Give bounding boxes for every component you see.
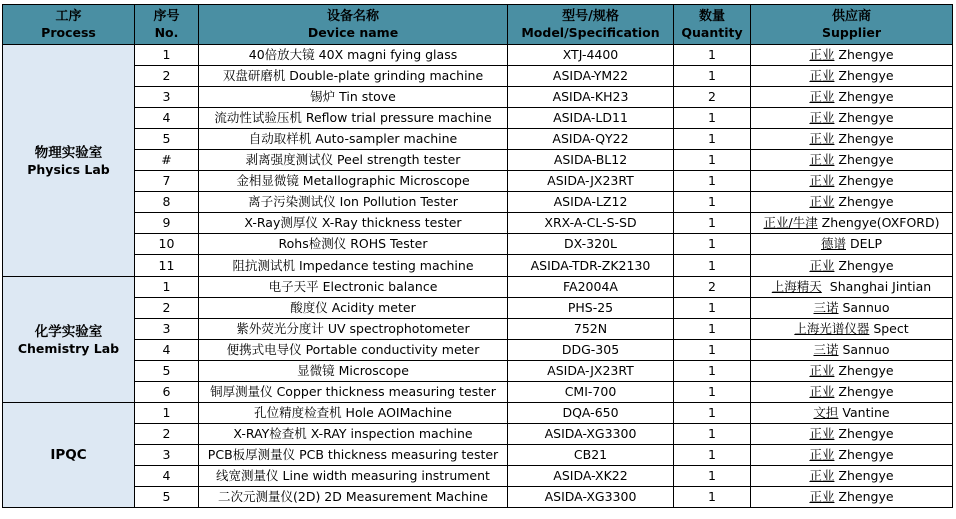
supplier-cell xyxy=(751,45,953,66)
no-cell: 3 xyxy=(135,319,199,340)
device-name-cell: 便携式电导仪 Portable conductivity meter xyxy=(199,340,508,361)
supplier-cell xyxy=(751,129,953,150)
supplier-zh: 正业 xyxy=(809,384,835,399)
supplier-en: Zhengye xyxy=(834,173,894,188)
model-cell: PHS-25 xyxy=(508,298,674,319)
supplier-cell xyxy=(751,382,953,403)
no-cell: 3 xyxy=(135,87,199,108)
no-cell: 9 xyxy=(135,213,199,234)
model-cell: XTJ-4400 xyxy=(508,45,674,66)
supplier-zh: 上海精天 xyxy=(771,279,822,294)
table-row xyxy=(3,466,953,487)
table-row xyxy=(3,129,953,150)
supplier-en: Zhengye xyxy=(834,152,894,167)
device-name-cell: PCB板厚测量仪 PCB thickness measuring tester xyxy=(199,445,508,466)
device-name-cell: X-RAY检查机 X-RAY inspection machine xyxy=(199,424,508,445)
supplier-en: Zhengye xyxy=(834,384,894,399)
model-cell: FA2004A xyxy=(508,277,674,298)
supplier-en: Shanghai Jintian xyxy=(821,279,932,294)
model-cell: DDG-305 xyxy=(508,340,674,361)
no-cell: 6 xyxy=(135,382,199,403)
table-row xyxy=(3,234,953,255)
device-name-cell: 双盘研磨机 Double-plate grinding machine xyxy=(199,66,508,87)
supplier-cell xyxy=(751,340,953,361)
supplier-en: Zhengye xyxy=(834,110,894,125)
quantity-cell: 2 xyxy=(674,87,751,108)
device-name-cell: 锡炉 Tin stove xyxy=(199,87,508,108)
header-quantity: 数量 Quantity xyxy=(674,5,751,45)
table-row xyxy=(3,171,953,192)
supplier-cell xyxy=(751,192,953,213)
quantity-cell: 1 xyxy=(674,234,751,255)
model-cell: ASIDA-LD11 xyxy=(508,108,674,129)
process-zh: 化学实验室 xyxy=(34,324,103,340)
supplier-en: DELP xyxy=(846,236,882,251)
supplier-zh: 文担 xyxy=(813,405,839,420)
table-row xyxy=(3,45,953,66)
equipment-table xyxy=(2,4,953,508)
model-cell: ASIDA-BL12 xyxy=(508,150,674,171)
quantity-cell: 1 xyxy=(674,171,751,192)
model-cell: ASIDA-QY22 xyxy=(508,129,674,150)
model-cell: ASIDA-JX23RT xyxy=(508,361,674,382)
model-cell: ASIDA-XG3300 xyxy=(508,487,674,508)
no-cell: 2 xyxy=(135,424,199,445)
table-row xyxy=(3,150,953,171)
supplier-zh: 正业 xyxy=(809,89,835,104)
no-cell: 10 xyxy=(135,234,199,255)
supplier-en: Zhengye xyxy=(834,257,894,273)
supplier-zh: 正业 xyxy=(809,447,835,462)
device-name-cell: 阻抗测试机 Impedance testing machine xyxy=(199,255,508,277)
no-cell: 5 xyxy=(135,129,199,150)
supplier-en: Zhengye xyxy=(834,47,894,62)
supplier-zh: 正业 xyxy=(809,68,835,83)
quantity-cell: 2 xyxy=(674,277,751,298)
supplier-en: Spect xyxy=(869,321,909,336)
supplier-en: Zhengye xyxy=(834,68,894,83)
quantity-cell: 1 xyxy=(674,382,751,403)
supplier-en: Zhengye(OXFORD) xyxy=(817,215,940,230)
supplier-cell xyxy=(751,424,953,445)
table-row xyxy=(3,298,953,319)
supplier-zh: 正业 xyxy=(809,131,835,146)
table-row xyxy=(3,403,953,424)
supplier-zh: 三诺 xyxy=(813,342,839,357)
model-cell: 752N xyxy=(508,319,674,340)
no-cell: 2 xyxy=(135,66,199,87)
supplier-cell xyxy=(751,234,953,255)
supplier-cell xyxy=(751,277,953,298)
supplier-zh: 正业 xyxy=(809,47,835,62)
supplier-en: Zhengye xyxy=(834,468,894,483)
model-cell: ASIDA-YM22 xyxy=(508,66,674,87)
supplier-cell xyxy=(751,66,953,87)
table-row xyxy=(3,424,953,445)
no-cell: 3 xyxy=(135,445,199,466)
quantity-cell: 1 xyxy=(674,192,751,213)
process-zh: 物理实验室 xyxy=(34,145,103,161)
table-row xyxy=(3,87,953,108)
no-cell: 4 xyxy=(135,108,199,129)
supplier-cell xyxy=(751,171,953,192)
supplier-zh: 正业 xyxy=(809,110,835,125)
model-cell: ASIDA-KH23 xyxy=(508,87,674,108)
device-name-cell: 流动性试验压机 Reflow trial pressure machine xyxy=(199,108,508,129)
table-row xyxy=(3,445,953,466)
no-cell: # xyxy=(135,150,199,171)
supplier-en: Zhengye xyxy=(834,489,894,504)
supplier-zh: 正业/牛津 xyxy=(763,215,818,230)
model-cell: XRX-A-CL-S-SD xyxy=(508,213,674,234)
supplier-en: Vantine xyxy=(838,405,890,420)
supplier-zh: 正业 xyxy=(809,426,835,441)
model-cell: DX-320L xyxy=(508,234,674,255)
table-row xyxy=(3,66,953,87)
table-row xyxy=(3,340,953,361)
quantity-cell: 1 xyxy=(674,45,751,66)
supplier-en: Zhengye xyxy=(834,363,894,378)
supplier-cell xyxy=(751,213,953,234)
model-cell: CB21 xyxy=(508,445,674,466)
supplier-cell xyxy=(751,361,953,382)
table-body xyxy=(3,45,953,508)
model-cell: CMI-700 xyxy=(508,382,674,403)
table-row xyxy=(3,255,953,277)
no-cell: 4 xyxy=(135,466,199,487)
model-cell: ASIDA-JX23RT xyxy=(508,171,674,192)
device-name-cell: 铜厚测量仪 Copper thickness measuring tester xyxy=(199,382,508,403)
device-name-cell: 剥离强度测试仪 Peel strength tester xyxy=(199,150,508,171)
supplier-en: Zhengye xyxy=(834,89,894,104)
supplier-zh: 正业 xyxy=(809,468,835,483)
quantity-cell: 1 xyxy=(674,445,751,466)
no-cell: 11 xyxy=(135,255,199,277)
no-cell: 4 xyxy=(135,340,199,361)
supplier-en: Zhengye xyxy=(834,194,894,209)
process-en: Physics Lab xyxy=(27,162,110,177)
supplier-en: Zhengye xyxy=(834,447,894,462)
no-cell: 7 xyxy=(135,171,199,192)
device-name-cell: 紫外荧光分度计 UV spectrophotometer xyxy=(199,319,508,340)
quantity-cell: 1 xyxy=(674,66,751,87)
supplier-en: Sannuo xyxy=(838,342,890,357)
quantity-cell: 1 xyxy=(674,466,751,487)
device-name-cell: X-Ray测厚仪 X-Ray thickness tester xyxy=(199,213,508,234)
table-row xyxy=(3,213,953,234)
table-row xyxy=(3,192,953,213)
supplier-zh: 正业 xyxy=(809,173,835,188)
no-cell: 8 xyxy=(135,192,199,213)
supplier-cell xyxy=(751,87,953,108)
device-name-cell: 金相显微镜 Metallographic Microscope xyxy=(199,171,508,192)
supplier-cell xyxy=(751,403,953,424)
header-no: 序号 No. xyxy=(135,5,199,45)
quantity-cell: 1 xyxy=(674,150,751,171)
model-cell: ASIDA-TDR-ZK2130 xyxy=(508,255,674,277)
no-cell: 5 xyxy=(135,361,199,382)
model-cell: ASIDA-XK22 xyxy=(508,466,674,487)
header-supplier: 供应商 Supplier xyxy=(751,5,953,45)
no-cell: 1 xyxy=(135,45,199,66)
supplier-cell xyxy=(751,150,953,171)
supplier-zh: 正业 xyxy=(809,363,835,378)
supplier-zh: 正业 xyxy=(809,489,835,504)
quantity-cell: 1 xyxy=(674,298,751,319)
quantity-cell: 1 xyxy=(674,129,751,150)
table-row xyxy=(3,108,953,129)
device-name-cell: 孔位精度检查机 Hole AOIMachine xyxy=(199,403,508,424)
supplier-cell xyxy=(751,445,953,466)
header-row xyxy=(3,5,953,45)
no-cell: 2 xyxy=(135,298,199,319)
process-cell xyxy=(3,277,135,403)
model-cell: ASIDA-LZ12 xyxy=(508,192,674,213)
supplier-zh: 三诺 xyxy=(813,300,839,315)
no-cell: 1 xyxy=(135,277,199,298)
table-row xyxy=(3,487,953,508)
device-name-cell: 显微镜 Microscope xyxy=(199,361,508,382)
quantity-cell: 1 xyxy=(674,255,751,277)
supplier-cell xyxy=(751,319,953,340)
table-row xyxy=(3,277,953,298)
supplier-cell xyxy=(751,466,953,487)
table-row xyxy=(3,361,953,382)
process-en: Chemistry Lab xyxy=(17,341,120,356)
table-row xyxy=(3,319,953,340)
no-cell: 5 xyxy=(135,487,199,508)
supplier-cell xyxy=(751,255,953,277)
device-name-cell: 酸度仪 Acidity meter xyxy=(199,298,508,319)
supplier-zh: 正业 xyxy=(809,257,835,273)
quantity-cell: 1 xyxy=(674,361,751,382)
quantity-cell: 1 xyxy=(674,108,751,129)
device-name-cell: 线宽测量仪 Line width measuring instrument xyxy=(199,466,508,487)
device-name-cell: 40倍放大镜 40X magni fying glass xyxy=(199,45,508,66)
no-cell: 1 xyxy=(135,403,199,424)
quantity-cell: 1 xyxy=(674,319,751,340)
supplier-en: Sannuo xyxy=(838,300,890,315)
supplier-cell xyxy=(751,487,953,508)
supplier-zh: 上海光谱仪器 xyxy=(794,321,870,336)
supplier-en: Zhengye xyxy=(834,131,894,146)
header-process: 工序 Process xyxy=(3,5,135,45)
quantity-cell: 1 xyxy=(674,340,751,361)
quantity-cell: 1 xyxy=(674,424,751,445)
header-device-name: 设备名称 Device name xyxy=(199,5,508,45)
quantity-cell: 1 xyxy=(674,403,751,424)
model-cell: DQA-650 xyxy=(508,403,674,424)
device-name-cell: Rohs检测仪 ROHS Tester xyxy=(199,234,508,255)
device-name-cell: 自动取样机 Auto-sampler machine xyxy=(199,129,508,150)
process-cell xyxy=(3,45,135,277)
quantity-cell: 1 xyxy=(674,213,751,234)
quantity-cell: 1 xyxy=(674,487,751,508)
table-row xyxy=(3,382,953,403)
device-name-cell: 离子污染测试仪 Ion Pollution Tester xyxy=(199,192,508,213)
device-name-cell: 电子天平 Electronic balance xyxy=(199,277,508,298)
process-zh: IPQC xyxy=(50,447,87,463)
model-cell: ASIDA-XG3300 xyxy=(508,424,674,445)
supplier-zh: 德谱 xyxy=(820,236,846,251)
supplier-en: Zhengye xyxy=(834,426,894,441)
supplier-zh: 正业 xyxy=(809,194,835,209)
supplier-cell xyxy=(751,108,953,129)
supplier-zh: 正业 xyxy=(809,152,835,167)
process-cell xyxy=(3,403,135,508)
device-name-cell: 二次元测量仪(2D) 2D Measurement Machine xyxy=(199,487,508,508)
header-model: 型号/规格 Model/Specification xyxy=(508,5,674,45)
supplier-cell xyxy=(751,298,953,319)
